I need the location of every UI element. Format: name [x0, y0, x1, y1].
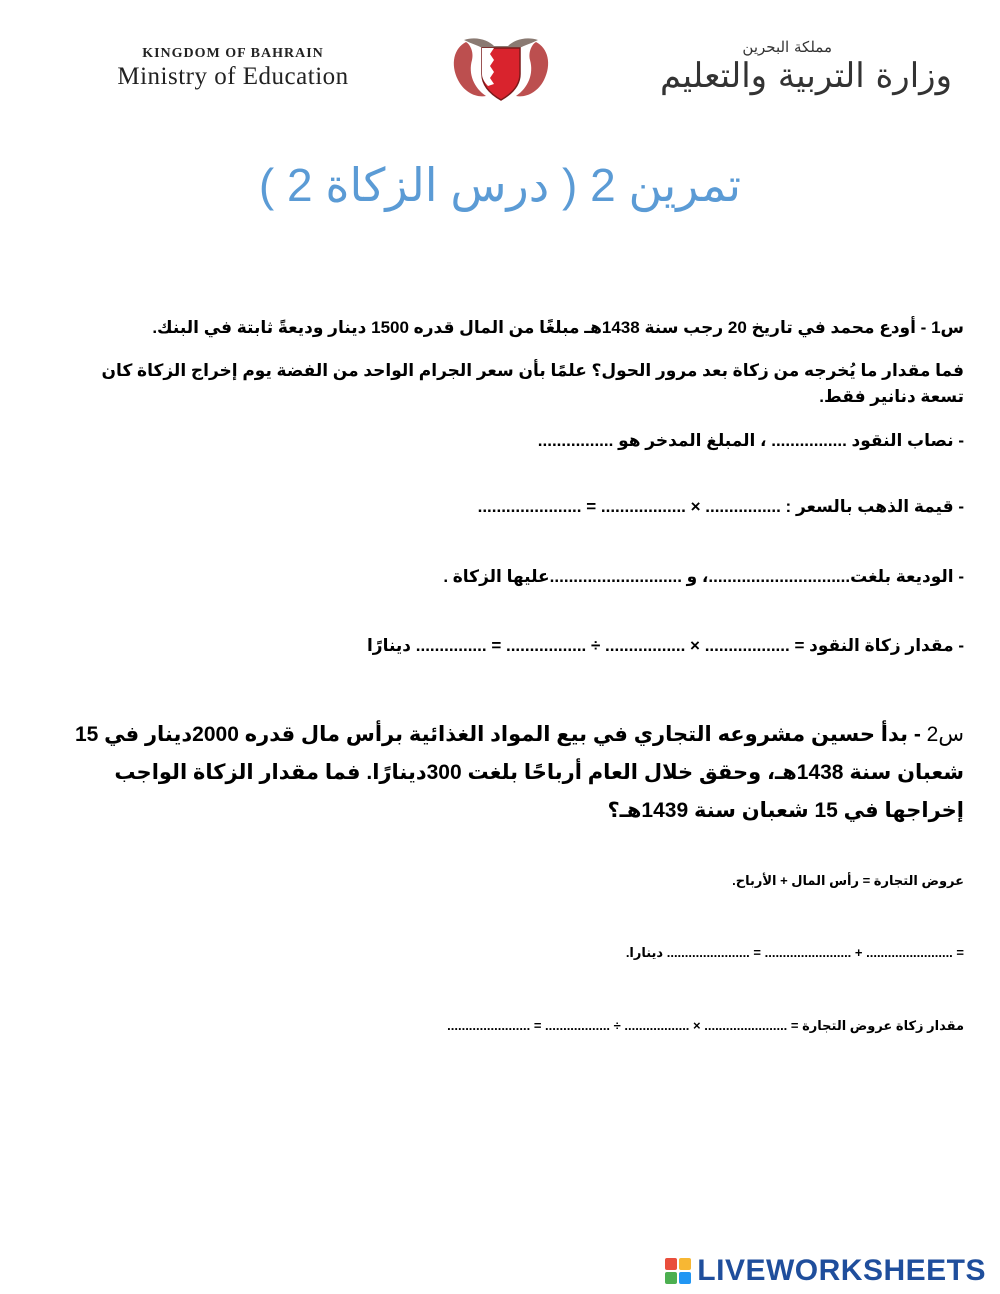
question-2-line-2[interactable]: = ........................ + ........................ = ....................... دينارا. [625, 945, 964, 960]
bahrain-coat-of-arms-icon [446, 34, 556, 104]
question-1-text: س1 - أودع محمد في تاريخ 20 رجب سنة 1438هـ مبلغًا من المال قدره 1500 دينار وديعةً ثابتة في البنك. [152, 318, 964, 337]
question-1-line-4[interactable]: - مقدار زكاة النقود = .................. × ................. ÷ ................. = ............... دينارًا [366, 636, 964, 655]
header-english [48, 46, 418, 91]
header-arabic [580, 38, 952, 96]
question-2-label: س2 [926, 723, 964, 746]
question-1-line-3[interactable]: - الوديعة بلغت..............................، و ............................عليها الزكاة . [443, 567, 964, 586]
question-2-text [74, 716, 964, 830]
ministry-en: Ministry of Education [117, 63, 349, 90]
question-2-line-1: عروض التجارة = رأس المال + الأرباح. [732, 873, 964, 888]
question-1-line-2[interactable]: - قيمة الذهب بالسعر : ................ × .................. = ...................... [477, 497, 964, 516]
kingdom-ar: مملكة البحرين [742, 38, 832, 56]
question-1-line-1[interactable]: - نصاب النقود ................ ، المبلغ المدخر هو ................ [537, 431, 964, 450]
kingdom-en: KINGDOM OF BAHRAIN [142, 46, 324, 61]
brand-name: LIVEWORKSHEETS [697, 1254, 986, 1287]
question-1-question: فما مقدار ما يُخرجه من زكاة بعد مرور الحول؟ علمًا بأن سعر الجرام الواحد من الفضة يوم إخراج الزكاة كان تسعة دنانير فقط. [101, 361, 964, 406]
question-2-body: - بدأ حسين مشروعه التجاري في بيع المواد الغذائية برأس مال قدره 2000دينار في 15 شعبان سنة 1438هـ، وحقق خلال العام أرباحًا بلغت 300دينارًا. فما مقدار الزكاة الواجب إخراجها في 15 شعبان سنة 1439هـ؟ [74, 723, 964, 822]
liveworksheets-logo[interactable] [665, 1254, 986, 1288]
page-title: تمرين 2 ( درس الزكاة 2 ) [258, 159, 742, 211]
question-2-line-3[interactable]: مقدار زكاة عروض التجارة = ....................... × .................. ÷ .................. = ....................... [447, 1018, 964, 1033]
ministry-ar: وزارة التربية والتعليم [660, 56, 952, 96]
liveworksheets-logo-icon [665, 1258, 691, 1284]
